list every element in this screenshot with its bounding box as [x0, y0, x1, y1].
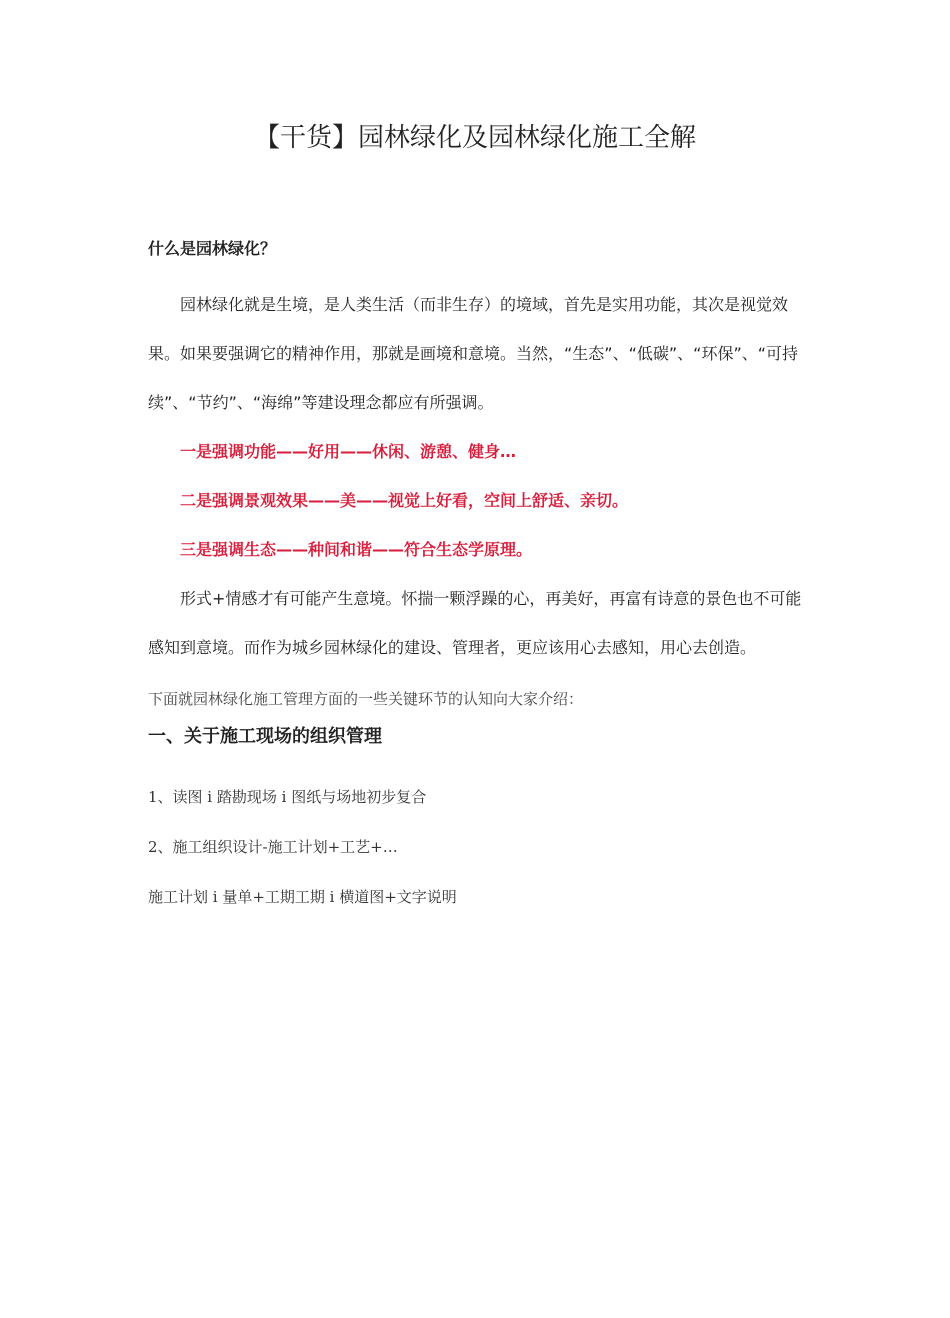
- point-landscape: 二是强调景观效果——美——视觉上好看，空间上舒适、亲切。: [180, 491, 629, 510]
- paragraph-artistic-conception: 形式+情感才有可能产生意境。怀揣一颗浮躁的心，再美好，再富有诗意的景色也不可能感知到意境。而作为城乡园林绿化的建设、管理者，更应该用心去感知，用心去创造。: [148, 589, 802, 657]
- list-item: 1、读图 i 踏勘现场 i 图纸与场地初步复合: [148, 788, 427, 806]
- paragraph-definition: 园林绿化就是生境，是人类生活（而非生存）的境域，首先是实用功能，其次是视觉效果。如果要强调它的精神作用，那就是画境和意境。当然，“生态”、“低碳”、“环保”、“可持续”、“节约”、“海绵”等建设理念都应有所强调。: [148, 295, 799, 412]
- point-ecology: 三是强调生态——种间和谐——符合生态学原理。: [180, 540, 533, 559]
- document-title: 【干货】园林绿化及园林绿化施工全解: [253, 123, 696, 153]
- section-heading-site-management: 一、关于施工现场的组织管理: [148, 726, 382, 747]
- question-heading: 什么是园林绿化？: [148, 239, 277, 258]
- intro-line: 下面就园林绿化施工管理方面的一些关键环节的认知向大家介绍：: [148, 690, 584, 708]
- point-function: 一是强调功能——好用——休闲、游憩、健身…: [180, 442, 517, 461]
- document-body: [148, 232, 808, 922]
- list-item: 2、施工组织设计-施工计划+工艺+…: [148, 838, 398, 856]
- list-item: 施工计划 i 量单+工期工期 i 横道图+文字说明: [148, 888, 457, 906]
